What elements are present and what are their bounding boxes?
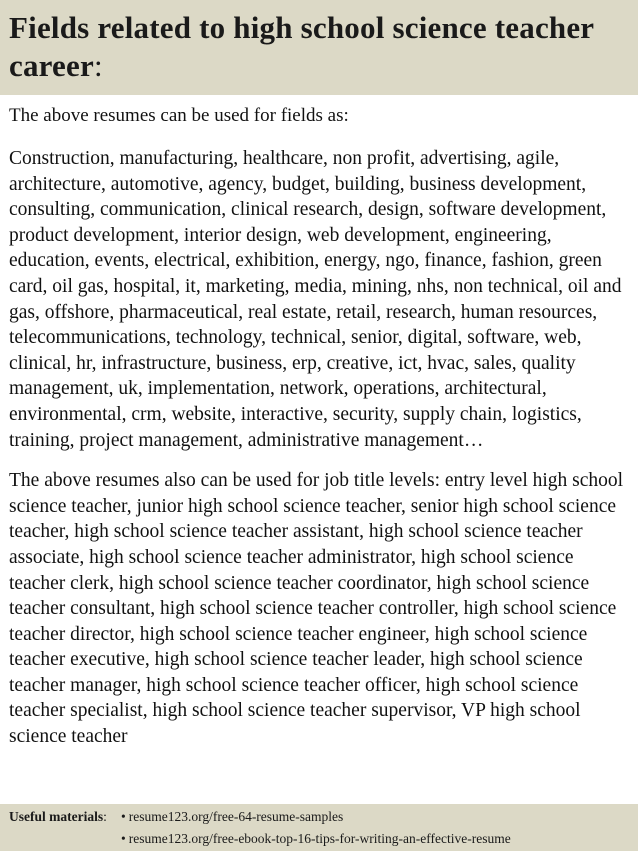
content-body bbox=[9, 104, 633, 750]
header-band bbox=[0, 0, 638, 95]
resource-link-1-text[interactable]: resume123.org/free-64-resume-samples bbox=[128, 809, 344, 824]
footer-band bbox=[0, 804, 638, 851]
bullet-icon: • bbox=[121, 809, 126, 824]
page-title-text: Fields related to high school science teacher career bbox=[9, 10, 594, 83]
page-title bbox=[9, 9, 630, 85]
job-levels-paragraph: The above resumes also can be used for job title levels: entry level high school science teacher, junior high school science teacher, senior high school science teacher, high school science teacher assistant, high school science teacher associate, high school science teacher administrator, high school science teacher clerk, high school science teacher coordinator, high school science teacher consultant, high school science teacher controller, high school science teacher director, high school science teacher engineer, high school science teacher executive, high school science teacher leader, high school science teacher manager, high school science teacher officer, high school science teacher specialist, high school science teacher supervisor, VP high school science teacher bbox=[9, 470, 624, 748]
useful-materials-label bbox=[9, 809, 107, 825]
useful-materials-colon: : bbox=[103, 809, 107, 824]
page-title-colon: : bbox=[93, 48, 103, 83]
resource-link-2[interactable] bbox=[121, 831, 511, 847]
resource-link-1[interactable] bbox=[121, 809, 343, 825]
resource-link-2-text[interactable]: resume123.org/free-ebook-top-16-tips-for-writing-an-effective-resume bbox=[128, 831, 511, 846]
useful-materials-label-text: Useful materials bbox=[9, 809, 104, 824]
fields-paragraph: Construction, manufacturing, healthcare, non profit, advertising, agile, architecture, automotive, agency, budget, building, business development, consulting, communication, clinical research, design, software development, product development, interior design, web development, engineering, education, events, electrical, exhibition, energy, ngo, finance, fashion, green card, oil gas, hospital, it, marketing, media, mining, nhs, non technical, oil and gas, offshore, pharmaceutical, real estate, retail, research, human resources, telecommunications, technology, technical, senior, digital, software, web, clinical, hr, infrastructure, business, erp, creative, ict, hvac, sales, quality management, uk, implementation, network, operations, architectural, environmental, crm, website, interactive, security, supply chain, logistics, training, project management, administrative management… bbox=[9, 148, 622, 451]
bullet-icon: • bbox=[121, 831, 126, 846]
intro-text: The above resumes can be used for fields as: bbox=[9, 105, 349, 126]
